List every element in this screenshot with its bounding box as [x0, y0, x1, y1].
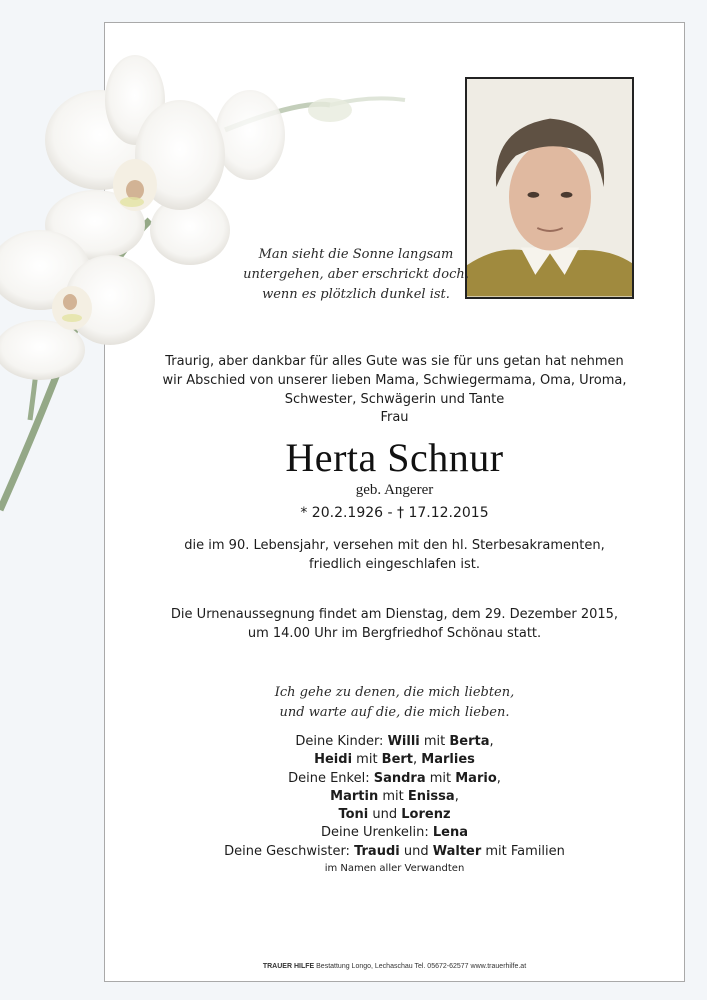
grandchildren-line-3: [104, 806, 685, 824]
connector: mit Familien: [481, 843, 565, 859]
connector: ,: [454, 788, 459, 804]
mourner-name: Traudi: [354, 843, 400, 859]
closing-quote-line: Ich gehe zu denen, die mich liebten,: [274, 685, 515, 700]
portrait-photo: [465, 77, 634, 299]
mourner-name: Berta: [449, 734, 490, 749]
siblings-line: [104, 843, 685, 861]
passing-line: die im 90. Lebensjahr, versehen mit den hl. Sterbesakramenten,: [184, 538, 605, 553]
children-line: [104, 733, 685, 751]
grandchildren-label: Deine Enkel:: [288, 770, 374, 786]
mourner-name: Lena: [432, 825, 468, 841]
mourner-name: Sandra: [373, 770, 426, 786]
connector: mit: [378, 788, 408, 804]
connector: mit: [352, 752, 382, 768]
portrait-image: [467, 79, 632, 297]
grandchildren-line: [104, 770, 685, 788]
grandchildren-line-2: [104, 788, 685, 806]
children-line-2: [104, 751, 685, 769]
mourner-name: Willi: [387, 734, 420, 749]
great-grandchildren-label: Deine Urenkelin:: [321, 825, 433, 841]
motto-line: wenn es plötzlich dunkel ist.: [262, 287, 450, 302]
ceremony-text: [104, 605, 685, 643]
passing-text: [104, 536, 685, 574]
footer-brand: TRAUER HILFE: [262, 963, 315, 970]
connector: und: [399, 843, 433, 859]
intro-line: Traurig, aber dankbar für alles Gute was sie für uns getan hat nehmen: [165, 354, 624, 369]
mourner-name: Bert: [381, 752, 414, 768]
deceased-name: Herta Schnur: [285, 435, 504, 480]
connector: mit: [425, 770, 456, 786]
footer-imprint: [104, 963, 685, 970]
relatives-line: im Namen aller Verwandten: [324, 863, 465, 875]
mourner-name: Toni: [338, 807, 369, 823]
intro-line: Schwester, Schwägerin und Tante: [284, 392, 505, 407]
mourner-name: Lorenz: [401, 807, 451, 823]
children-label: Deine Kinder:: [295, 734, 388, 749]
mourners-list: [104, 733, 685, 877]
closing-quote-line: und warte auf die, die mich lieben.: [279, 705, 510, 720]
ceremony-line: um 14.00 Uhr im Bergfriedhof Schönau statt.: [247, 626, 542, 641]
siblings-label: Deine Geschwister:: [224, 843, 355, 859]
mourner-name: Walter: [432, 843, 482, 859]
connector: ,: [489, 734, 494, 749]
mourner-name: Heidi: [314, 752, 353, 768]
passing-line: friedlich eingeschlafen ist.: [309, 557, 480, 572]
connector: mit: [419, 734, 450, 749]
closing-quote: [104, 683, 685, 723]
footer-details: Bestattung Longo, Lechaschau Tel. 05672-62577 www.trauerhilfe.at: [314, 963, 527, 970]
motto-quote: [240, 245, 472, 305]
mourner-name: Martin: [330, 788, 379, 804]
motto-line: Man sieht die Sonne langsam: [258, 247, 454, 262]
connector: und: [368, 807, 402, 823]
connector: ,: [413, 752, 422, 768]
intro-text: [104, 352, 685, 409]
birth-name: geb. Angerer: [355, 482, 434, 498]
intro-line: wir Abschied von unserer lieben Mama, Schwiegermama, Oma, Uroma,: [162, 373, 627, 388]
ceremony-line: Die Urnenaussegnung findet am Dienstag, dem 29. Dezember 2015,: [170, 607, 619, 622]
great-grandchildren-line: [104, 824, 685, 842]
mourner-name: Mario: [455, 770, 497, 786]
mourner-name: Enissa: [407, 788, 455, 804]
motto-line: untergehen, aber erschrickt doch,: [243, 267, 469, 282]
life-dates: * 20.2.1926 - † 17.12.2015: [300, 505, 489, 521]
connector: ,: [496, 770, 501, 786]
mourner-name: Marlies: [421, 752, 475, 768]
salutation: Frau: [380, 410, 409, 425]
